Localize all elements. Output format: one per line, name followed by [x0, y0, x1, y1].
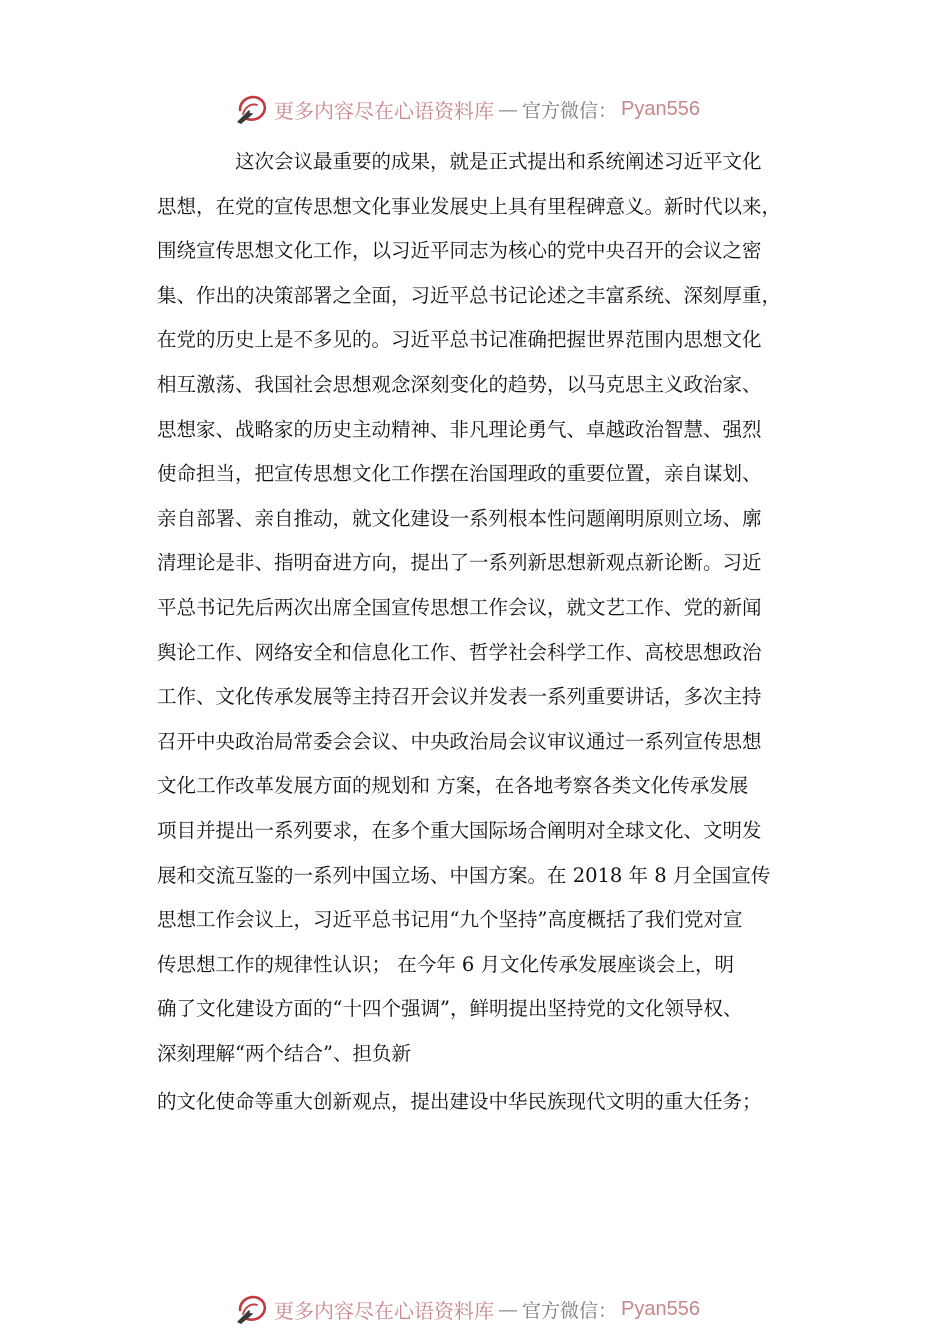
- watermark-dash: —: [498, 1297, 518, 1321]
- text-line: 集、作出的决策部署之全面，习近平总书记论述之丰富系统、深刻厚重，: [157, 283, 782, 307]
- watermark-wechat-id: Pyan556: [621, 1297, 700, 1320]
- watermark-brand: 更多内容尽在心语资料库: [274, 1298, 494, 1323]
- text-line: 在党的历史上是不多见的。习近平总书记准确把握世界范围内思想文化: [157, 328, 762, 352]
- text-line: 使命担当，把宣传思想文化工作摆在治国理政的重要位置，亲自谋划、: [157, 462, 762, 486]
- watermark-dash: —: [498, 97, 518, 121]
- text-line: 这次会议最重要的成果，就是正式提出和系统阐述习近平文化: [235, 150, 762, 173]
- text-line: 的文化使命等重大创新观点，提出建设中华民族现代文明的重大任务；: [157, 1090, 762, 1114]
- text-line: 确了文化建设方面的“十四个强调”，鲜明提出坚持党的文化领导权、: [157, 997, 743, 1021]
- text-line: 平总书记先后两次出席全国宣传思想工作会议，就文艺工作、党的新闻: [157, 595, 762, 619]
- text-line: 相互激荡、我国社会思想观念深刻变化的趋势，以马克思主义政治家、: [157, 372, 762, 396]
- text-line: 亲自部署、亲自推动，就文化建设一系列根本性问题阐明原则立场、廓: [157, 506, 762, 530]
- text-line: 清理论是非、指明奋进方向，提出了一系列新思想新观点新论断。习近: [157, 551, 762, 575]
- text-line: 文化工作改革发展方面的规划和 方案，在各地考察各类文化传承发展: [157, 774, 749, 798]
- watermark-wechat-id: Pyan556: [621, 97, 700, 120]
- watermark-brand: 更多内容尽在心语资料库: [274, 98, 494, 123]
- text-line: 舆论工作、网络安全和信息化工作、哲学社会科学工作、高校思想政治: [157, 640, 762, 664]
- watermark-label: 官方微信：: [522, 1299, 618, 1322]
- pen-nib-swirl-icon: [234, 1292, 270, 1326]
- pen-nib-swirl-icon: [234, 92, 270, 126]
- watermark-label: 官方微信：: [522, 99, 618, 122]
- text-line: 思想，在党的宣传思想文化事业发展史上具有里程碑意义。新时代以来，: [157, 194, 782, 218]
- footer-watermark: [234, 1292, 700, 1326]
- text-line: 展和交流互鉴的一系列中国立场、中国方案。在 2018 年 8 月全国宣传: [157, 863, 771, 887]
- text-line: 项目并提出一系列要求，在多个重大国际场合阐明对全球文化、文明发: [157, 818, 762, 842]
- text-line: 围绕宣传思想文化工作，以习近平同志为核心的党中央召开的会议之密: [157, 239, 762, 263]
- text-line: 召开中央政治局常委会会议、中央政治局会议审议通过一系列宣传思想: [157, 729, 762, 753]
- document-body: [157, 140, 817, 1125]
- header-watermark: [234, 92, 700, 126]
- text-line: 传思想工作的规律性认识； 在今年 6 月文化传承发展座谈会上，明: [157, 952, 735, 976]
- text-line: 思想工作会议上，习近平总书记用“九个坚持”高度概括了我们党对宣: [157, 908, 743, 932]
- text-line: 思想家、战略家的历史主动精神、非凡理论勇气、卓越政治智慧、强烈: [157, 417, 762, 441]
- text-line: 工作、文化传承发展等主持召开会议并发表一系列重要讲话，多次主持: [157, 685, 762, 709]
- text-line: 深刻理解“两个结合”、担负新: [157, 1041, 411, 1065]
